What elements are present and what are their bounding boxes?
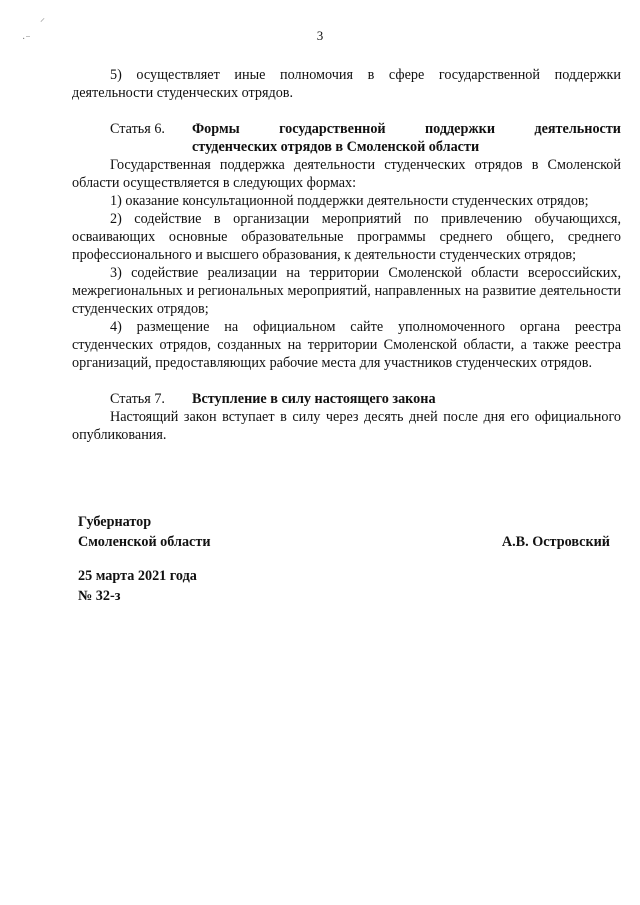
law-date: 25 марта 2021 года [78, 568, 197, 584]
article-6-item-4: 4) размещение на официальном сайте уполномоченного органа реестра студенческих отрядов, созданных на территории Смоленской области, а также реестра организаций, предоставляющих рабочие места для участников студенческих отрядов. [72, 319, 621, 371]
signature-position-line1: Губернатор [78, 514, 152, 530]
scan-mark: ·⁻ [22, 34, 31, 45]
item-5-text: 5) осуществляет иные полномочия в сфере государственной поддержки деятельности студенческих отрядов. [72, 67, 621, 101]
article-7-title: Вступление в силу настоящего закона [192, 391, 436, 407]
article-6-item-3: 3) содействие реализации на территории Смоленской области всероссийских, межрегиональных и региональных мероприятий, направленных на развитие деятельности студенческих отрядов; [72, 265, 621, 317]
signature-position-line2: Смоленской области [78, 534, 211, 550]
article-6-title [192, 120, 621, 156]
law-details [78, 566, 610, 606]
article-6-title-line2: студенческих отрядов в Смоленской области [192, 139, 480, 155]
article-6-heading [72, 120, 621, 156]
article-6-title-line1: Формы государственной поддержки деятельности [192, 121, 621, 137]
signature-block [78, 512, 610, 552]
article-7-heading [72, 390, 621, 408]
article-6-item-2: 2) содействие в организации мероприятий по привлечению обучающихся, осваивающих основные образовательные программы среднего общего, среднего профессионального и высшего образования, к деятельности студенческих отрядов; [72, 211, 621, 263]
article-7-text: Настоящий закон вступает в силу через десять дней после дня его официального опубликования. [72, 409, 621, 443]
document-body [72, 66, 621, 444]
page-number: 3 [316, 28, 324, 43]
signature-name: А.В. Островский [501, 534, 610, 550]
article-6-item-1: 1) оказание консультационной поддержки деятельности студенческих отрядов; [110, 193, 589, 209]
article-7-label: Статья 7. [110, 391, 165, 407]
article-6-intro: Государственная поддержка деятельности студенческих отрядов в Смоленской области осуществляется в следующих формах: [72, 157, 621, 191]
law-number: № 32-з [78, 588, 121, 604]
article-6-label: Статья 6. [110, 121, 165, 137]
signature-row [78, 532, 610, 552]
scan-mark: ⸝ [40, 13, 45, 24]
